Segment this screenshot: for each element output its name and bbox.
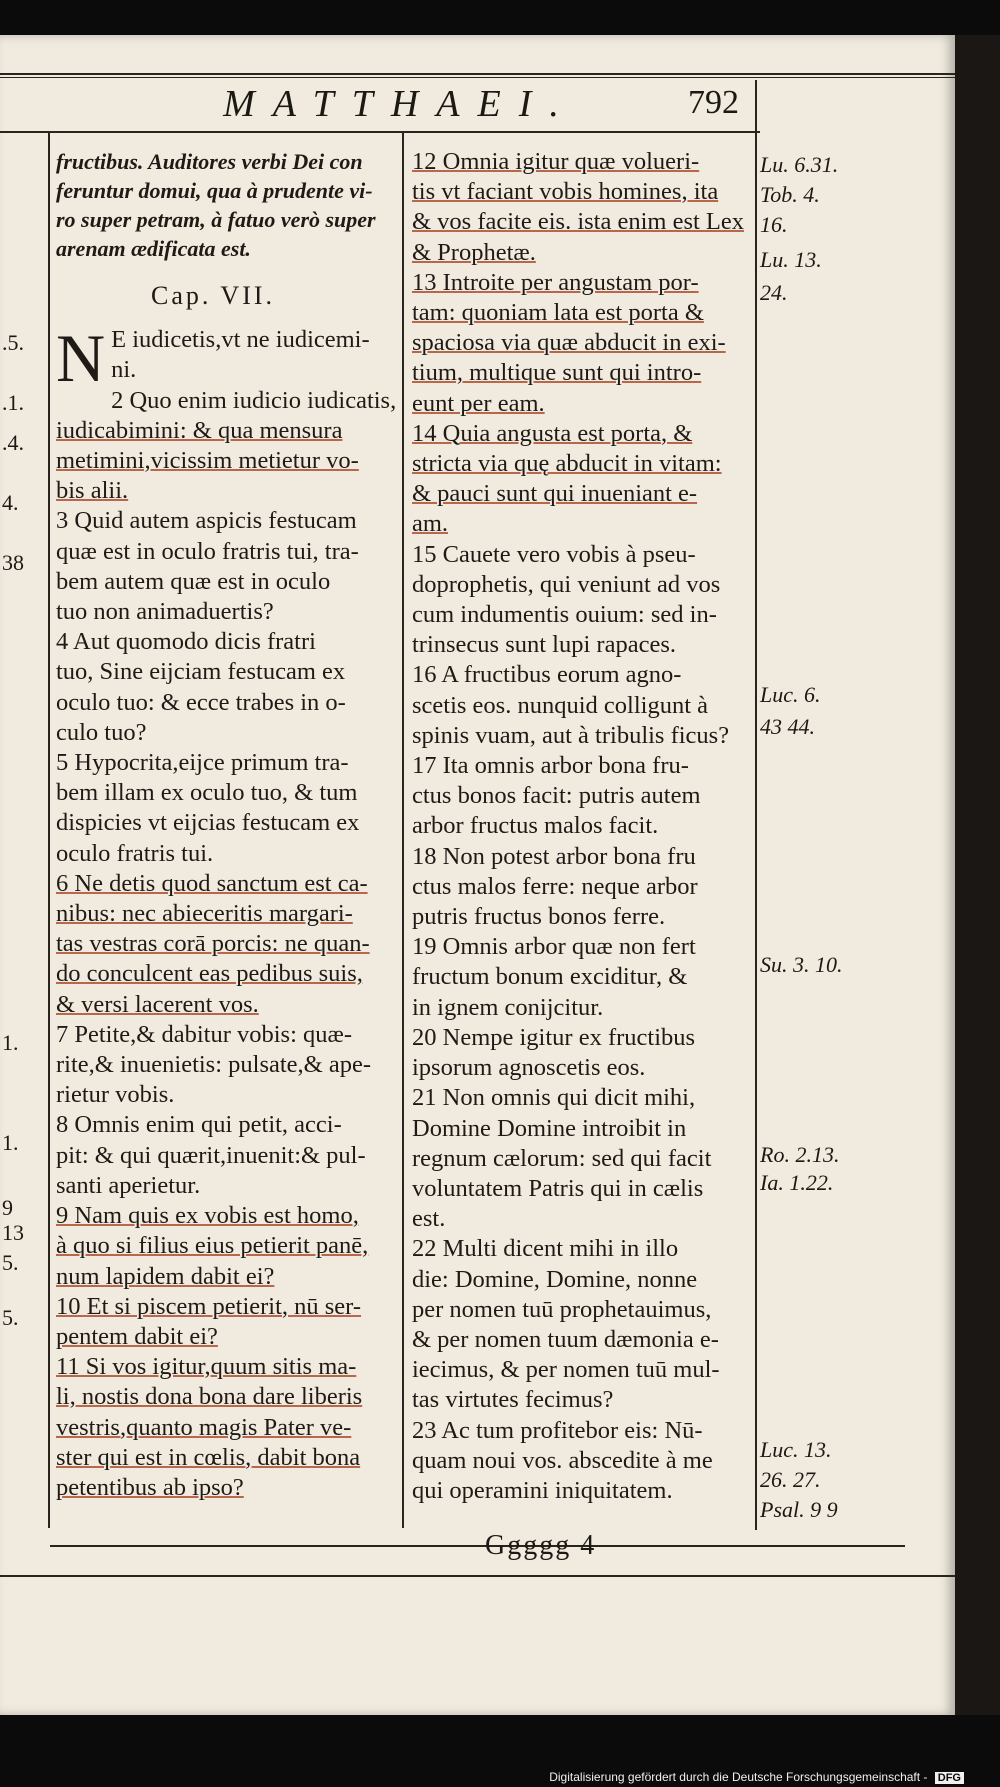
top-rule-thin [0,77,955,78]
margin-reference: Luc. 13. [760,1437,832,1462]
column-divider [402,133,404,1528]
left-margin-ref: .5. [2,330,24,355]
drop-capital: N [56,320,106,397]
margin-reference: 16. [760,212,788,237]
left-margin-ref: 1. [2,1030,19,1055]
verse-line: 8 Omnis enim qui petit, acci- [56,1111,342,1139]
verse-line: & pauci sunt qui inueniant e- [412,480,698,508]
verse-line: est. [412,1205,446,1233]
verse-line: ctus bonos facit: putris autem [412,782,701,810]
margin-reference: Luc. 6. [760,682,821,707]
page-shadow [955,35,1000,1715]
verse-line: 10 Et si piscem petierit, nū ser- [56,1292,362,1320]
verse-line: bem illam ex oculo tuo, & tum [56,779,358,807]
verse-line: cum indumentis ouium: sed in- [412,601,717,629]
verse-line: die: Domine, Domine, nonne [412,1265,698,1293]
verse-line: pit: & qui quærit,inuenit:& pul- [56,1141,366,1169]
verse-line: 17 Ita omnis arbor bona fru- [412,752,689,780]
verse-line: 22 Multi dicent mihi in illo [412,1235,679,1263]
verse-line: vestris,quanto magis Pater ve- [56,1413,352,1441]
verse-line: stricta via quę abducit in vitam: [412,450,722,478]
page-number: 792 [688,84,739,121]
verse-line: regnum cælorum: sed qui facit [412,1144,712,1172]
verse-line: 7 Petite,& dabitur vobis: quæ- [56,1020,353,1048]
margin-reference: Ia. 1.22. [760,1170,834,1195]
verse-line: 19 Omnis arbor quæ non fert [412,933,696,961]
margin-reference: Psal. 9 9 [760,1497,838,1522]
verse-line: 16 A fructibus eorum agno- [412,661,682,689]
left-margin-ref: 9 [2,1195,13,1220]
verse-line: ctus malos ferre: neque arbor [412,872,698,900]
margin-reference: 24. [760,280,788,305]
verse-line: oculo tuo: & ecce trabes in o- [56,688,346,716]
verse-line: 2 Quo enim iudicio iudicatis, [111,386,397,414]
verse-line: trinsecus sunt lupi rapaces. [412,631,676,659]
verse-line: rite,& inuenietis: pulsate,& ape- [56,1051,372,1079]
verse-line: oculo fratris tui. [56,839,214,867]
verse-line: iudicabimini: & qua mensura [56,416,343,444]
verse-line: quam noui vos. abscedite à me [412,1446,713,1474]
verse-line: & versi lacerent vos. [56,990,259,1018]
left-column-rule [48,133,50,1528]
verse-line: am. [412,510,449,538]
verse-line: eunt per eam. [412,389,545,417]
verse-line: tam: quoniam lata est porta & [412,299,704,327]
verse-line: 14 Quia angusta est porta, & [412,419,693,447]
chapter-summary-line: feruntur domui, qua à prudente vi- [56,178,373,203]
verse-line: metimini,vicissim metietur vo- [56,447,359,475]
page-header [0,80,955,130]
dfg-logo: DFG [935,1772,964,1784]
verse-line: 9 Nam quis ex vobis est homo, [56,1202,359,1230]
verse-line: rietur vobis. [56,1081,175,1109]
margin-reference: 43 44. [760,714,815,739]
verse-line: 4 Aut quomodo dicis fratri [56,628,316,656]
verse-line: & vos facite eis. ista enim est Lex [412,208,745,236]
margin-reference: Lu. 13. [760,247,822,272]
verse-line: spaciosa via quæ abducit in exi- [412,329,726,357]
margin-reference: Tob. 4. [760,182,820,207]
verse-line: bis alii. [56,477,129,505]
verse-line: 18 Non potest arbor bona fru [412,842,696,870]
verse-line: santi aperietur. [56,1171,201,1199]
header-rule [0,131,760,133]
verse-line: ni. [111,356,137,384]
verse-line: voluntatem Patris qui in cælis [412,1174,704,1202]
margin-reference: Lu. 6.31. [760,152,839,177]
left-column [56,147,396,1503]
verse-line: bem autem quæ est in oculo [56,567,331,595]
chapter-heading: Cap. VII. [151,281,276,310]
footer-rule [50,1545,905,1547]
verse-line: & per nomen tuum dæmonia e- [412,1325,719,1353]
verse-line: & Prophetæ. [412,238,536,266]
verse-line: li, nostis dona bona dare liberis [56,1383,363,1411]
right-column [412,147,752,1506]
verse-line: quæ est in oculo fratris tui, tra- [56,537,359,565]
verse-line: doprophetis, qui veniunt ad vos [412,570,721,598]
verse-line: 20 Nempe igitur ex fructibus [412,1023,696,1051]
verse-line: 12 Omnia igitur quæ volueri- [412,148,700,175]
left-margin-ref: 4. [2,490,19,515]
left-margin-ref: 5. [2,1305,19,1330]
margin-divider [755,80,757,1530]
left-margin-ref: 13 [2,1220,24,1245]
left-margin-ref: 38 [2,550,24,575]
verse-line: petentibus ab ipso? [56,1473,244,1501]
verse-line: ipsorum agnoscetis eos. [412,1054,646,1082]
verse-line: scetis eos. nunquid colligunt à [412,691,708,719]
verse-line: culo tuo? [56,718,147,746]
verse-line: 13 Introite per angustam por- [412,268,699,296]
verse-line: spinis vuam, aut à tribulis ficus? [412,721,730,749]
margin-reference: Ro. 2.13. [760,1142,840,1167]
verse-line: tis vt faciant vobis homines, ita [412,178,719,206]
bottom-rule [0,1575,955,1577]
verse-line: iecimus, & per nomen tuū mul- [412,1356,720,1384]
running-title: MATTHAEI. [223,83,577,125]
verse-line: arbor fructus malos facit. [412,812,659,840]
verse-line: dispicies vt eijcias festucam ex [56,809,360,837]
verse-line: 3 Quid autem aspicis festucam [56,507,357,535]
margin-reference: 26. 27. [760,1467,821,1492]
verse-line: tas virtutes fecimus? [412,1386,614,1414]
verse-line: tium, multique sunt qui intro- [412,359,702,387]
credit-text: Digitalisierung gefördert durch die Deutsche Forschungsgemeinschaft - [549,1770,928,1784]
verse-line: in ignem conijcitur. [412,993,604,1021]
verse-line: num lapidem dabit ei? [56,1262,275,1290]
verse-line: 11 Si vos igitur,quum sitis ma- [56,1353,357,1381]
left-margin-ref: 5. [2,1250,19,1275]
verse-line: tas vestras corā porcis: ne quan- [56,930,370,958]
digitization-credit [549,1770,964,1784]
verse-line: Domine Domine introibit in [412,1114,687,1142]
verse-line: 5 Hypocrita,eijce primum tra- [56,749,349,777]
verse-line: putris fructus bonos ferre. [412,903,666,931]
verse-line: 23 Ac tum profitebor eis: Nū- [412,1416,703,1444]
verse-line: 21 Non omnis qui dicit mihi, [412,1084,696,1112]
verse-line: fructum bonum exciditur, & [412,963,688,991]
verse-line: 15 Cauete vero vobis à pseu- [412,540,696,568]
chapter-summary-line: ro super petram, à fatuo verò super [56,207,376,232]
verse-line: ster qui est in cœlis, dabit bona [56,1443,361,1471]
verse-line: qui operamini iniquitatem. [412,1476,673,1504]
verse-line: per nomen tuū prophetauimus, [412,1295,712,1323]
verse-line: pentem dabit ei? [56,1322,218,1350]
chapter-summary-line: fructibus. Auditores verbi Dei con [56,149,363,174]
verse-line: à quo si filius eius petierit panē, [56,1232,369,1260]
left-margin-ref: .1. [2,390,24,415]
chapter-summary-line: arenam ædificata est. [56,236,251,261]
top-rule [0,73,955,75]
verse-line: 6 Ne detis quod sanctum est ca- [56,869,368,897]
verse-line: do conculcent eas pedibus suis, [56,960,363,988]
left-margin-ref: .4. [2,430,24,455]
verse-line: E iudicetis,vt ne iudicemi- [111,326,370,354]
verse-line: tuo non animaduertis? [56,598,274,626]
margin-reference: Su. 3. 10. [760,952,843,977]
left-margin-ref: 1. [2,1130,19,1155]
signature-mark: Ggggg 4 [485,1530,597,1561]
verse-line: tuo, Sine eijciam festucam ex [56,658,346,686]
verse-line: nibus: nec abieceritis margari- [56,900,353,928]
